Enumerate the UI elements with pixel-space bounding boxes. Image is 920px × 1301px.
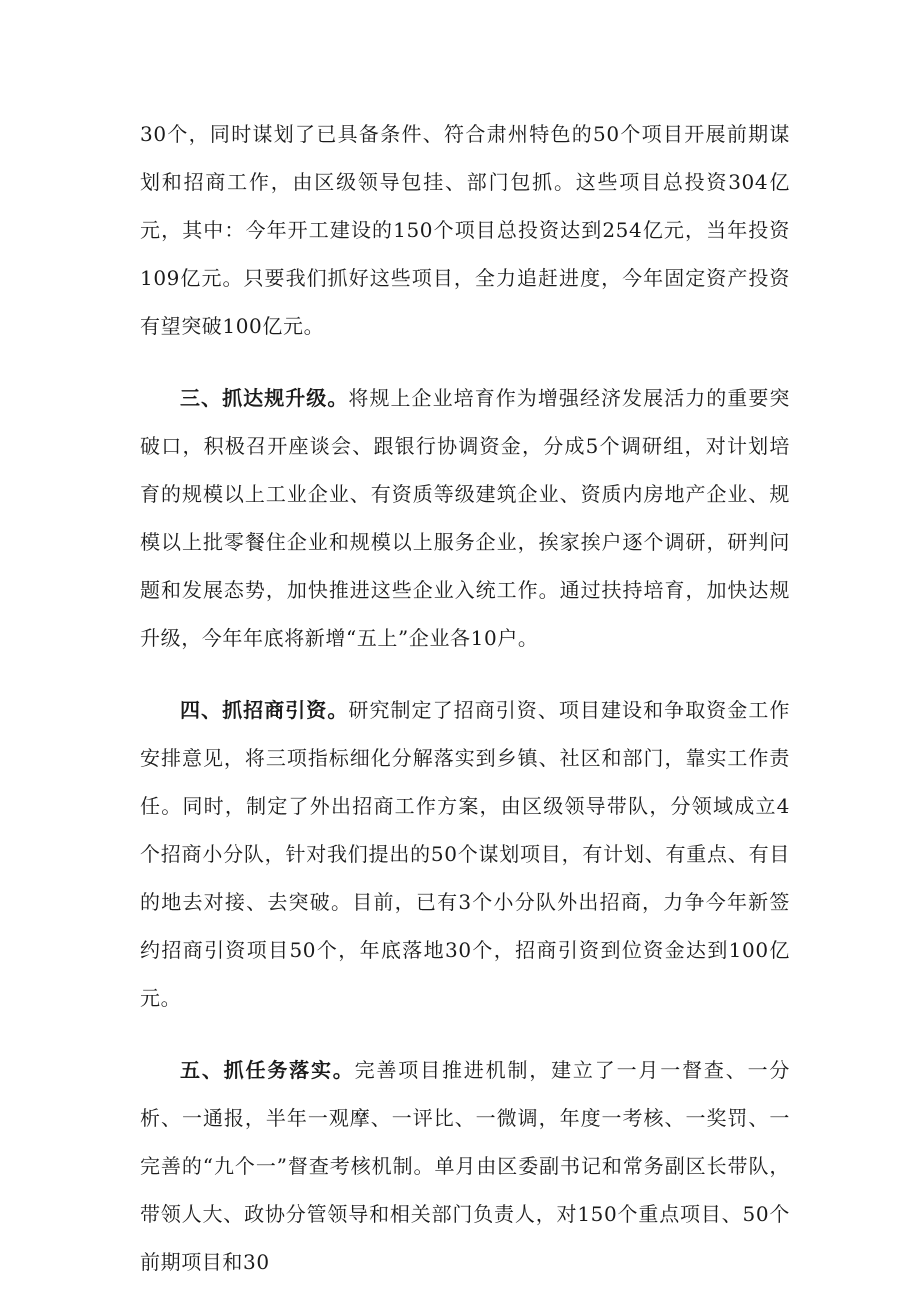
paragraph-task-implementation bbox=[140, 1046, 790, 1286]
document-body bbox=[140, 110, 790, 1286]
paragraph-text: 将规上企业培育作为增强经济发展活力的重要突破口，积极召开座谈会、跟银行协调资金，分成5个调研组，对计划培育的规模以上工业企业、有资质等级建筑企业、资质内房地产企业、规模以上批零餐住企业和规模以上服务企业，挨家挨户逐个调研，研判问题和发展态势，加快推进这些企业入统工作。通过扶持培育，加快达规升级，今年年底将新增“五上”企业各10户。 bbox=[140, 386, 790, 650]
paragraph-text: 完善项目推进机制，建立了一月一督查、一分析、一通报，半年一观摩、一评比、一微调，年度一考核、一奖罚、一完善的“九个一”督查考核机制。单月由区委副书记和常务副区长带队，带领人大、政协分管领导和相关部门负责人，对150个重点项目、50个前期项目和30 bbox=[140, 1058, 790, 1274]
section-heading-task-implementation: 五、抓任务落实。 bbox=[180, 1058, 355, 1082]
section-heading-enterprise-upgrade: 三、抓达规升级。 bbox=[180, 386, 349, 410]
paragraph-project-investment bbox=[140, 110, 790, 350]
paragraph-enterprise-upgrade bbox=[140, 374, 790, 662]
paragraph-investment-attraction bbox=[140, 686, 790, 1022]
paragraph-text: 30个，同时谋划了已具备条件、符合肃州特色的50个项目开展前期谋划和招商工作，由区级领导包挂、部门包抓。这些项目总投资304亿元，其中：今年开工建设的150个项目总投资达到254亿元，当年投资109亿元。只要我们抓好这些项目，全力追赶进度，今年固定资产投资有望突破100亿元。 bbox=[140, 122, 790, 338]
section-heading-investment-attraction: 四、抓招商引资。 bbox=[180, 698, 349, 722]
paragraph-text: 研究制定了招商引资、项目建设和争取资金工作安排意见，将三项指标细化分解落实到乡镇、社区和部门，靠实工作责任。同时，制定了外出招商工作方案，由区级领导带队，分领域成立4个招商小分队，针对我们提出的50个谋划项目，有计划、有重点、有目的地去对接、去突破。目前，已有3个小分队外出招商，力争今年新签约招商引资项目50个，年底落地30个，招商引资到位资金达到100亿元。 bbox=[140, 698, 790, 1010]
